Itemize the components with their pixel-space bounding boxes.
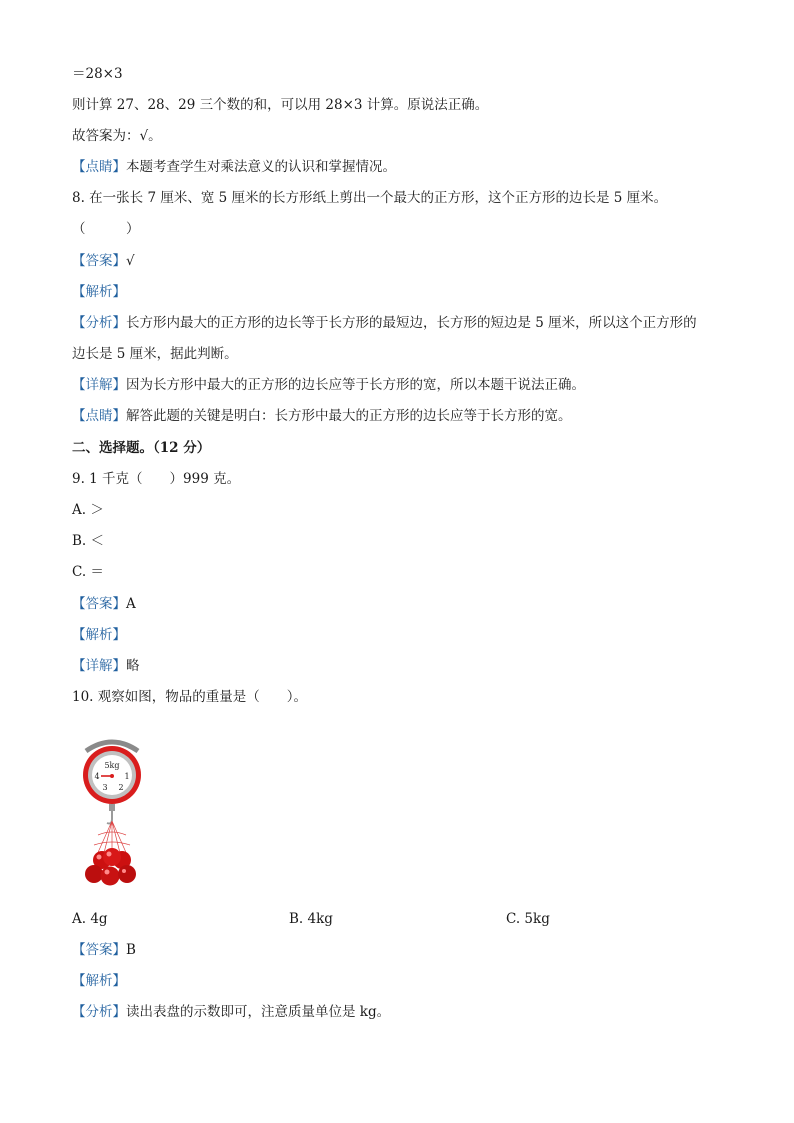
q9-option-b: B. ＜: [72, 533, 105, 549]
dial-number-4: 4: [94, 772, 100, 781]
answer-line: 故答案为：√。: [72, 128, 162, 144]
q9-stem: 9. 1 千克（ ）999 克。: [72, 471, 241, 487]
fenxi-text: 读出表盘的示数即可，注意质量单位是 kg。: [126, 1004, 391, 1020]
analysis-tag: 【解析】: [72, 284, 126, 300]
note-tag: 【点睛】: [72, 159, 126, 175]
answer-text: B: [126, 942, 136, 958]
q10-option-a: A. 4g: [72, 911, 108, 927]
q8-analysis: [72, 284, 126, 300]
q8-note: [72, 408, 572, 424]
analysis-tag: 【解析】: [72, 973, 126, 989]
explanation-line: 则计算 27、28、29 三个数的和，可以用 28×3 计算。原说法正确。: [72, 97, 489, 113]
dial-number-3: 3: [102, 783, 108, 792]
xiangjie-text: 因为长方形中最大的正方形的边长应等于长方形的宽，所以本题干说法正确。: [126, 377, 585, 393]
answer-tag: 【答案】: [72, 942, 126, 958]
q10-answer: [72, 942, 136, 958]
q9-answer: [72, 596, 136, 612]
xiangjie-tag: 【详解】: [72, 377, 126, 393]
q8-xiangjie: [72, 377, 585, 393]
scale-hook-base: [109, 804, 115, 811]
dial-unit-label: 5kg: [104, 761, 120, 770]
note-text: 解答此题的关键是明白：长方形中最大的正方形的边长应等于长方形的宽。: [126, 408, 572, 424]
section-title: 二、选择题。（12 分）: [72, 440, 211, 456]
fenxi-tag: 【分析】: [72, 1004, 126, 1020]
apples-icon: [85, 848, 136, 886]
note-tag: 【点睛】: [72, 408, 126, 424]
q8-fenxi: [72, 315, 697, 331]
q7-note: [72, 159, 396, 175]
dial-pivot: [110, 774, 114, 778]
scale-hook: [107, 811, 112, 824]
fenxi-tag: 【分析】: [72, 315, 126, 331]
answer-tag: 【答案】: [72, 596, 126, 612]
equation-line: ＝28×3: [72, 66, 123, 82]
q9-option-a: A. ＞: [72, 502, 104, 518]
q10-fenxi: [72, 1004, 390, 1020]
answer-text: √: [126, 253, 135, 269]
q8-fenxi-cont: 边长是 5 厘米，据此判断。: [72, 346, 238, 362]
q10-option-b: B. 4kg: [289, 911, 333, 927]
q8-stem: 8. 在一张长 7 厘米、宽 5 厘米的长方形纸上剪出一个最大的正方形，这个正方形的边长是 5 厘米。: [72, 190, 668, 206]
q10-stem: 10. 观察如图，物品的重量是（ ）。: [72, 689, 308, 705]
answer-text: A: [126, 596, 136, 612]
xiangjie-text: 略: [126, 658, 140, 674]
q10-option-c: C. 5kg: [506, 911, 550, 927]
xiangjie-tag: 【详解】: [72, 658, 126, 674]
q8-answer: [72, 253, 135, 269]
q9-option-c: C. ＝: [72, 564, 104, 580]
fenxi-text: 长方形内最大的正方形的边长等于长方形的最短边，长方形的短边是 5 厘米，所以这个正方形的: [126, 315, 697, 331]
dial-number-1: 1: [124, 772, 130, 781]
analysis-tag: 【解析】: [72, 627, 126, 643]
q8-paren: （ ）: [72, 221, 140, 237]
q10-analysis: [72, 973, 126, 989]
note-text: 本题考查学生对乘法意义的认识和掌握情况。: [126, 159, 396, 175]
spring-scale-figure: [72, 735, 152, 895]
dial-number-2: 2: [118, 783, 124, 792]
q9-analysis: [72, 627, 126, 643]
answer-tag: 【答案】: [72, 253, 126, 269]
q9-xiangjie: [72, 658, 140, 674]
